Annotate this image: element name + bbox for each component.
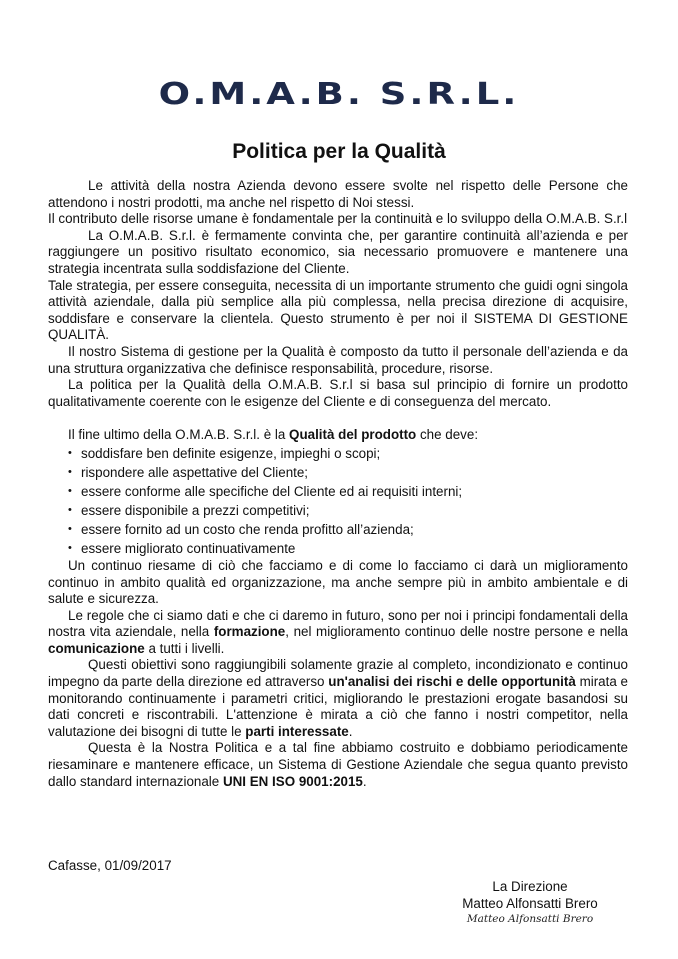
paragraph-10-bold-b: parti interessate — [245, 723, 349, 739]
signer-role: La Direzione — [492, 879, 568, 894]
list-item: • essere conforme alle specifiche del Cliente ed ai requisiti interni; — [48, 482, 628, 501]
document-date: Cafasse, 01/09/2017 — [48, 858, 172, 873]
paragraph-10-text-b: mirata e monitorando continuamente i parametri critici, migliorando le prestazioni erogate basandosi su dati concreti e riscontrabili. L'attenzione è mirata a ciò che fanno i nostri competitor, nella valutazione dei bisogni di tutte le — [48, 674, 628, 739]
list-item: • essere migliorato continuativamente — [48, 539, 628, 558]
company-logo: O.M.A.B. S.R.L. — [158, 75, 520, 112]
paragraph-4: Tale strategia, per essere conseguita, necessita di un importante strumento che guidi ogni singola attività aziendale, dalla più semplice alla più complessa, nella precisa direzione di acquisire, soddisfare e conservare la clientela. Questo strumento è per noi il SISTEMA DI GESTIONE QUALITÀ. — [48, 277, 628, 343]
document-title: Politica per la Qualità — [232, 140, 446, 163]
paragraph-6: La politica per la Qualità della O.M.A.B. S.r.l si basa sul principio di fornire un prodotto qualitativamente coerente con le esigenze del Cliente e di conseguenza del mercato. — [48, 377, 628, 409]
paragraph-8: Un continuo riesame di ciò che facciamo e di come lo facciamo ci darà un miglioramento continuo in ambito qualità ed organizzazione, ma anche sempre più in ambito ambientale e di salute e sicurezza. — [48, 557, 628, 607]
paragraph-7 — [48, 427, 628, 444]
signer-name: Matteo Alfonsatti Brero — [462, 896, 598, 911]
paragraph-11-text-b: . — [362, 773, 367, 789]
paragraph-10-bold-a: un'analisi dei rischi e delle opportunità — [328, 674, 576, 690]
paragraph-1: Le attività della nostra Azienda devono essere svolte nel rispetto delle Persone che attendono i nostri prodotti, ma anche nel rispetto di Noi stessi. — [48, 178, 628, 210]
paragraph-9-text-a: Le regole che ci siamo dati e che ci daremo in futuro, sono per noi i principi fondamentali della nostra vita aziendale, nella — [48, 607, 628, 640]
handwritten-signature: Matteo Alfonsatti Brero — [466, 913, 594, 925]
paragraph-10-text-a: Questi obiettivi sono raggiungibili solamente grazie al completo, incondizionato e continuo impegno da parte della direzione ed attraverso — [48, 657, 628, 690]
paragraph-9-text-c: a tutti i livelli. — [144, 640, 225, 656]
policy-body — [48, 178, 628, 790]
paragraph-9-bold-a: formazione — [213, 624, 286, 640]
paragraph-9-text-b: , nel miglioramento continuo delle nostre persone e nella — [285, 624, 629, 640]
requirements-list — [48, 444, 628, 558]
paragraph-7-text: Il fine ultimo della O.M.A.B. S.r.l. è la — [68, 427, 290, 443]
paragraph-10-text-c: . — [348, 723, 353, 739]
paragraph-2: Il contributo delle risorse umane è fondamentale per la continuità e lo sviluppo della O.M.A.B. S.r.l — [48, 211, 628, 227]
paragraph-7-bold: Qualità del prodotto — [289, 427, 417, 443]
paragraph-9-bold-b: comunicazione — [48, 640, 145, 656]
paragraph-11-text-a: Questa è la Nostra Politica e a tal fine abbiamo costruito e dobbiamo periodicamente riesaminare e mantenere efficace, un Sistema di Gestione Aziendale che segua quanto previsto dallo standard internazionale — [48, 740, 628, 789]
paragraph-11 — [48, 740, 628, 790]
list-item: • essere fornito ad un costo che renda profitto all’azienda; — [48, 520, 628, 539]
paragraph-7-tail: che deve: — [416, 427, 479, 443]
list-item: • essere disponibile a prezzi competitivi; — [48, 501, 628, 520]
paragraph-11-bold: UNI EN ISO 9001:2015 — [222, 773, 363, 789]
paragraph-3: La O.M.A.B. S.r.l. è fermamente convinta che, per garantire continuità all’azienda e per raggiungere un positivo risultato economico, sia necessario promuovere e mantenere una strategia incentrata sulla soddisfazione del Cliente. — [48, 227, 628, 276]
paragraph-10 — [48, 657, 628, 740]
paragraph-5: Il nostro Sistema di gestione per la Qualità è composto da tutto il personale dell’azienda e da una struttura organizzativa che definisce responsabilità, procedure, risorse. — [48, 343, 628, 376]
signature-block — [440, 878, 620, 927]
paragraph-9 — [48, 608, 628, 658]
list-item: • soddisfare ben definite esigenze, impieghi o scopi; — [48, 444, 628, 463]
list-item: • rispondere alle aspettative del Cliente; — [48, 463, 628, 482]
